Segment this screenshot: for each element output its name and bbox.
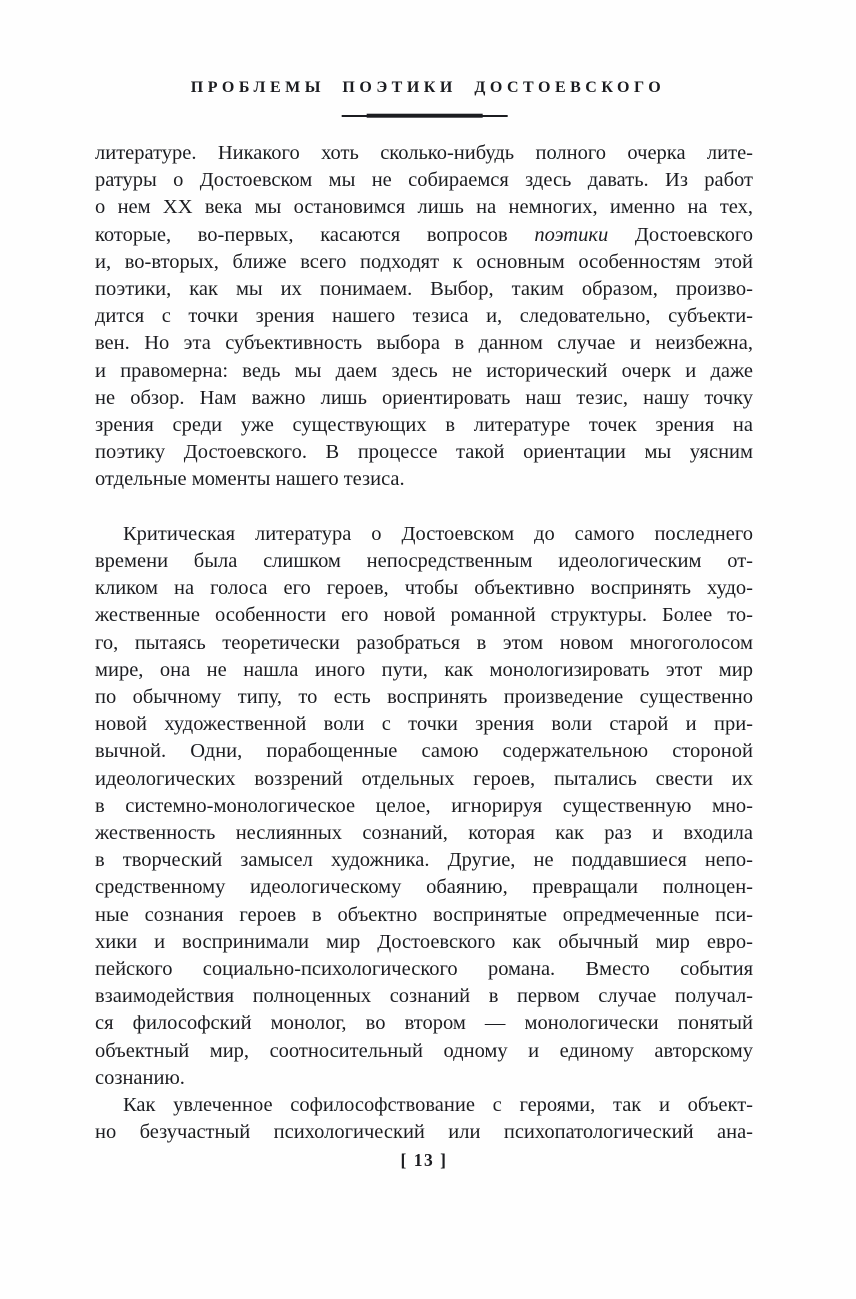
text-line: поэтики, как мы их понимаем. Выбор, таким образом, произво- bbox=[95, 278, 753, 301]
text-line: мире, она не нашла иного пути, как монологизировать этот мир bbox=[95, 658, 753, 681]
text-line: взаимодействия полноценных сознаний в первом случае получал- bbox=[95, 985, 753, 1008]
text-line: о нем XX века мы остановимся лишь на немногих, именно на тех, bbox=[95, 196, 753, 219]
text-line: зрения среди уже существующих в литературе точек зрения на bbox=[95, 414, 753, 437]
text-line: литературе. Никакого хоть сколько-нибудь полного очерка лите- bbox=[95, 142, 753, 164]
text-line: дится с точки зрения нашего тезиса и, следовательно, субъекти- bbox=[95, 305, 753, 328]
text-line: не обзор. Нам важно лишь ориентировать наш тезис, нашу точку bbox=[95, 386, 753, 409]
text-line: пейского социально-психологического романа. Вместо события bbox=[95, 958, 753, 981]
text-line: и, во-вторых, ближе всего подходят к основным особенностям этой bbox=[95, 250, 753, 273]
text-line: ратуры о Достоевском мы не собираемся здесь давать. Из работ bbox=[95, 169, 753, 192]
running-head: ПРОБЛЕМЫ ПОЭТИКИ ДОСТОЕВСКОГО bbox=[190, 79, 666, 96]
text-line: средственному идеологическому обаянию, превращали полноцен- bbox=[95, 876, 753, 899]
text-line: го, пытаясь теоретически разобраться в этом новом многоголосом bbox=[95, 631, 753, 654]
text-line: кликом на голоса его героев, чтобы объективно воспринять худо- bbox=[95, 577, 753, 600]
paragraph bbox=[95, 140, 753, 494]
text-line: поэтику Достоевского. В процессе такой ориентации мы уясним bbox=[95, 441, 753, 464]
text-line: объектный мир, соотносительный одному и единому авторскому bbox=[95, 1039, 753, 1062]
text-line: ные сознания героев в объектно воспринятые опредмеченные пси- bbox=[95, 903, 753, 926]
text-line: по обычному типу, то есть воспринять произведение существенно bbox=[95, 686, 753, 709]
page-number: [ 13 ] bbox=[400, 1150, 448, 1170]
body-text bbox=[95, 140, 753, 1147]
text-line: времени была слишком непосредственным идеологическим от- bbox=[95, 550, 753, 573]
text-line: но безучастный психологический или психопатологический ана- bbox=[95, 1121, 753, 1144]
header-rule-ornament bbox=[342, 115, 508, 117]
paragraph bbox=[95, 1092, 753, 1146]
text-line: ся философский монолог, во втором — монологически понятый bbox=[95, 1012, 753, 1035]
text-line: хики и воспринимали мир Достоевского как обычный мир евро- bbox=[95, 930, 753, 953]
text-line: отдельные моменты нашего тезиса. bbox=[95, 468, 405, 491]
text-line: и правомерна: ведь мы даем здесь не исторический очерк и даже bbox=[95, 359, 753, 382]
text-line: вычной. Одни, порабощенные самою содержательною стороной bbox=[95, 740, 753, 763]
header-rule-thick-bar bbox=[367, 114, 483, 119]
text-line: Как увлеченное софилософствование с героями, так и объект- bbox=[123, 1094, 753, 1117]
text-line: вен. Но эта субъективность выбора в данном случае и неизбежна, bbox=[95, 332, 753, 355]
paragraph bbox=[95, 521, 753, 1092]
text-line: сознанию. bbox=[95, 1066, 185, 1089]
text-line: жественные особенности его новой романной структуры. Более то- bbox=[95, 604, 753, 627]
text-line: в системно-монологическое целое, игнорируя существенную мно- bbox=[95, 794, 753, 817]
text-line: жественность неслиянных сознаний, которая как раз и входила bbox=[95, 822, 753, 845]
text-line: идеологических воззрений отдельных героев, пытались свести их bbox=[95, 767, 753, 790]
text-line: новой художественной воли с точки зрения воли старой и при- bbox=[95, 713, 753, 736]
text-line: Критическая литература о Достоевском до самого последнего bbox=[123, 522, 753, 545]
text-line: в творческий замысел художника. Другие, не поддавшиеся непо- bbox=[95, 849, 753, 872]
text-line: которые, во-первых, касаются вопросов поэтики Достоевского bbox=[95, 223, 753, 246]
